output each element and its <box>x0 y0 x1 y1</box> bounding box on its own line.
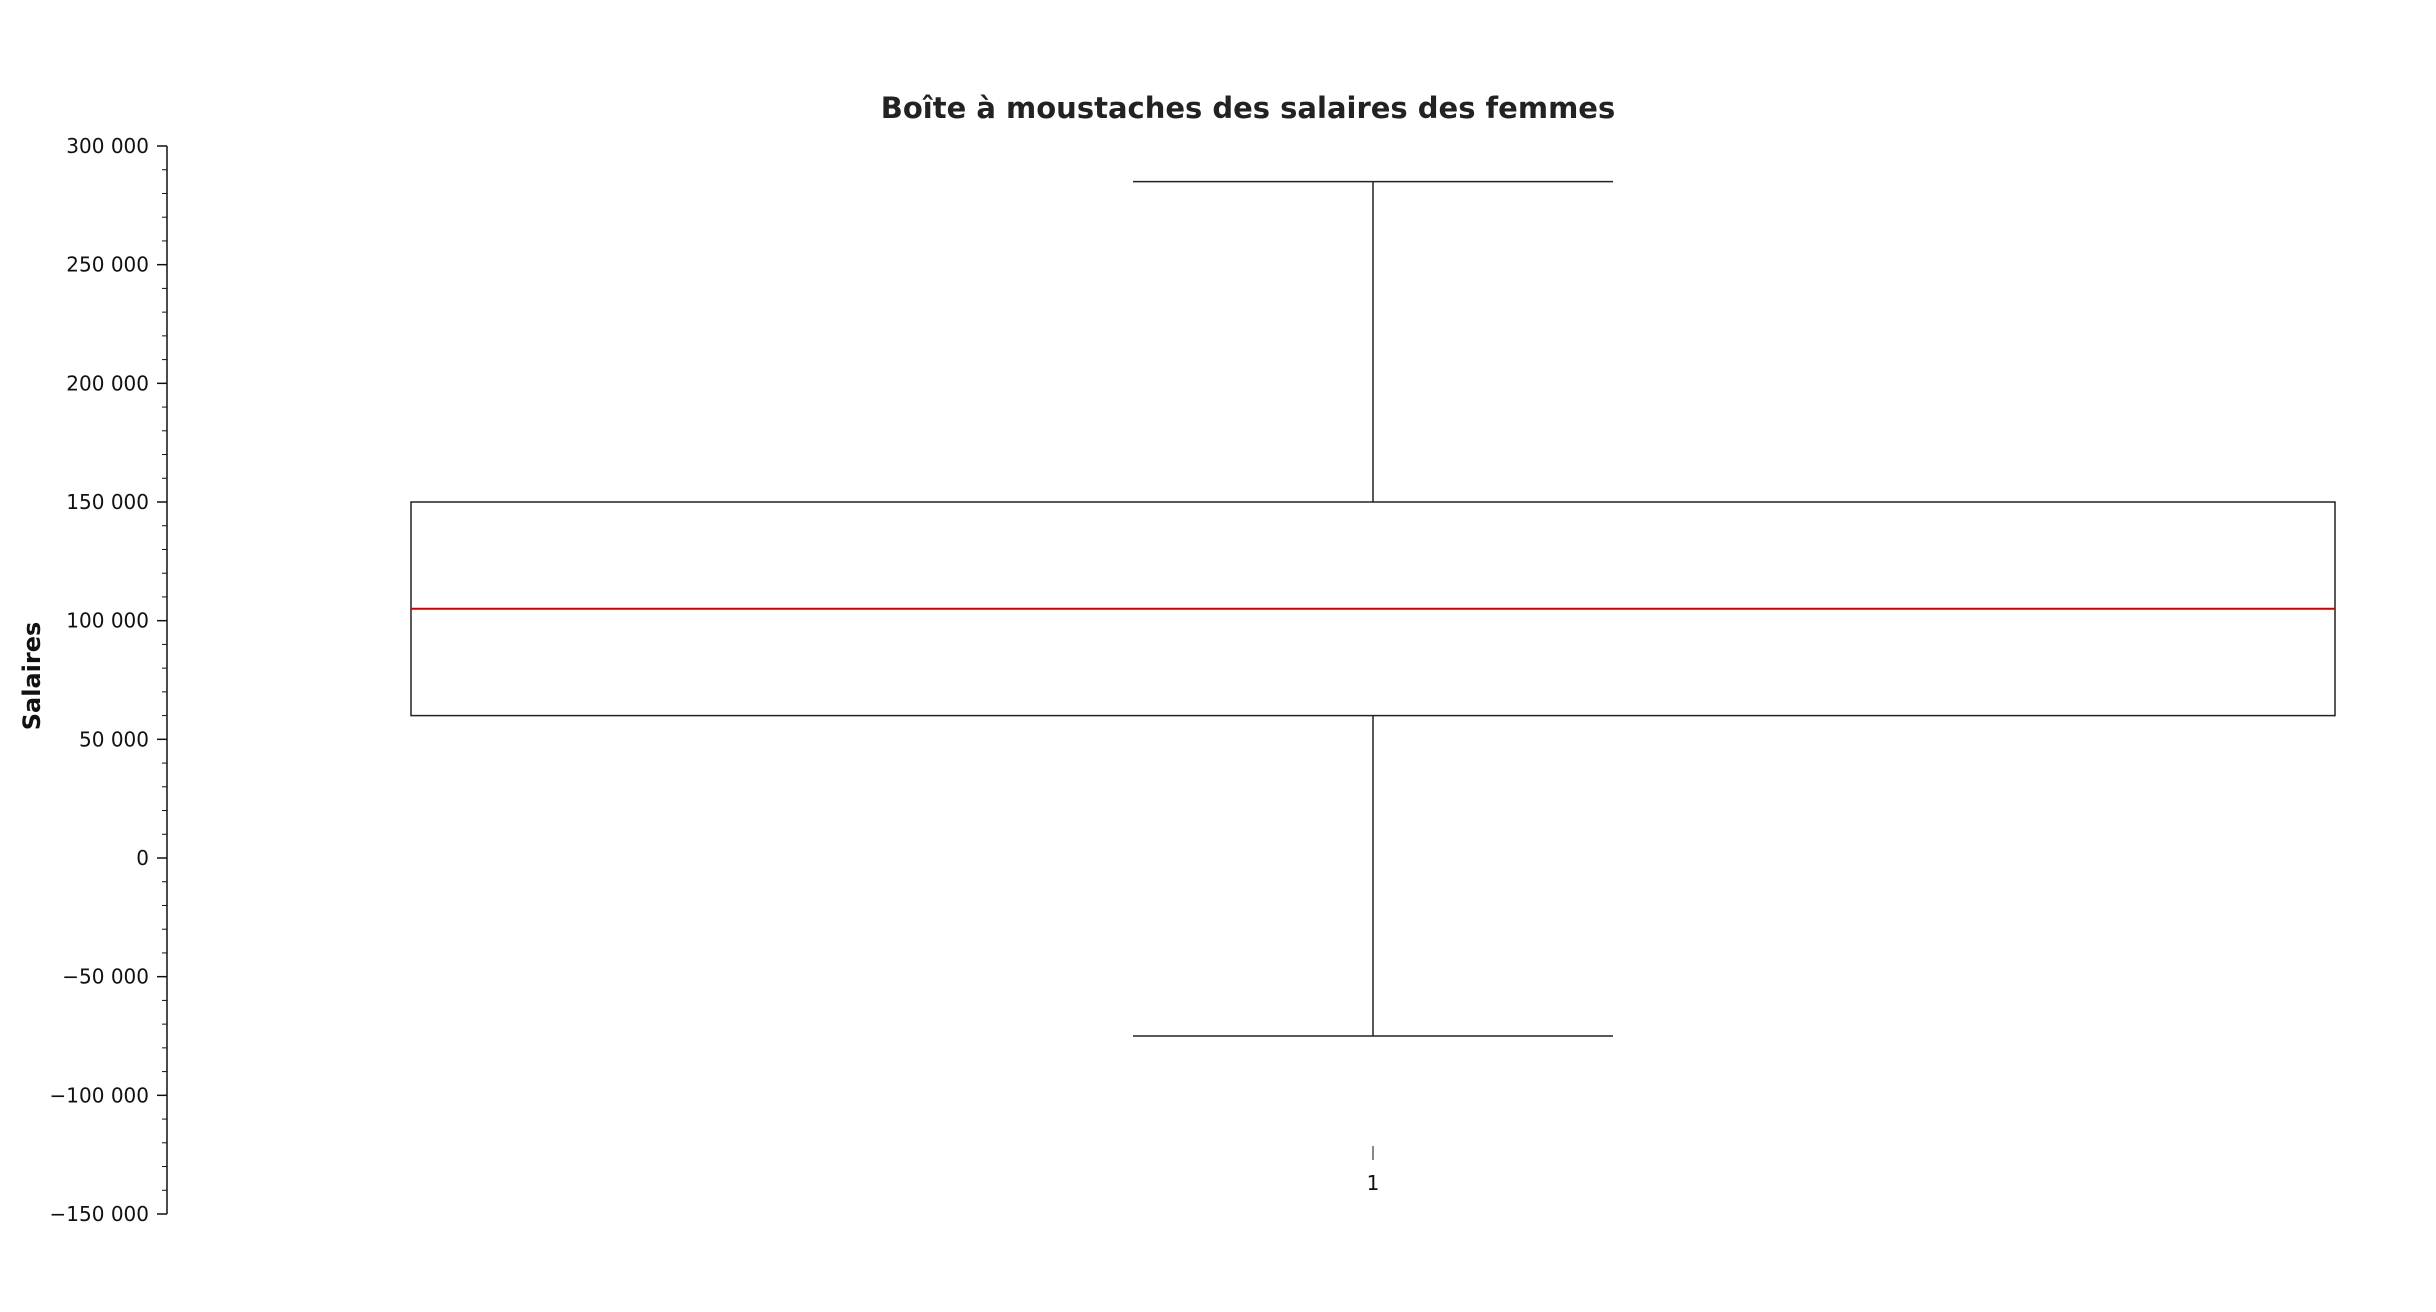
y-tick-label: −150 000 <box>49 1202 149 1226</box>
x-axis <box>1367 1146 1380 1195</box>
y-tick-label: 200 000 <box>66 371 149 396</box>
y-axis <box>50 134 167 1226</box>
y-tick-label: 100 000 <box>66 608 149 633</box>
boxes-group <box>411 182 2335 1036</box>
y-tick-label: 50 000 <box>79 727 149 752</box>
y-axis-label: Salaires <box>18 621 46 731</box>
y-tick-label: 150 000 <box>66 490 149 514</box>
y-tick-label: 250 000 <box>66 252 149 277</box>
y-tick-label: −50 000 <box>62 964 149 989</box>
y-tick-label: 0 <box>136 846 149 870</box>
y-tick-label: 300 000 <box>66 134 149 158</box>
y-tick-label: −100 000 <box>49 1083 149 1108</box>
chart-title: Boîte à moustaches des salaires des femmes <box>880 91 1616 125</box>
x-tick-label: 1 <box>1366 1171 1380 1195</box>
